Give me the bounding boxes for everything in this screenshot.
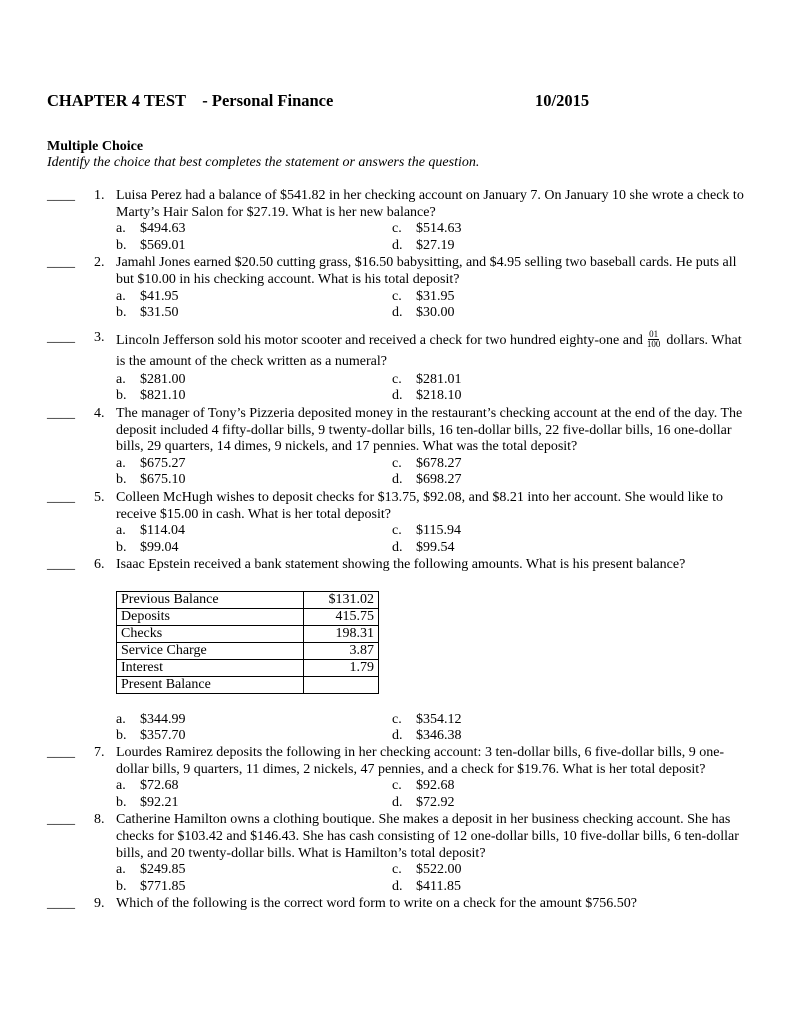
question-text: Catherine Hamilton owns a clothing boutique. She makes a deposit in her business checking account. She has checks for $103.42 and $146.43. She has cash consisting of 12 one-dollar bills, 10 five-dollar bills, 6 ten-dollar bills, and 20 twenty-dollar bills. What is Hamilton’s total deposit? [116,812,739,861]
table-row [117,659,379,676]
answer-option-a[interactable] [116,221,392,238]
answer-option-d[interactable] [392,238,692,255]
question-text: Which of the following is the correct word form to write on a check for the amount $756.50? [116,896,637,912]
option-letter: c. [392,221,402,237]
option-letter: a. [116,221,126,237]
option-letter: d. [392,794,403,810]
option-value: $27.19 [416,237,455,253]
page-header [47,93,751,115]
option-letter: b. [116,878,127,894]
question-number: 1. [94,188,105,203]
answer-option-c[interactable] [392,862,692,879]
question-5 [47,490,747,556]
answer-options [116,289,747,322]
question-text: Lourdes Ramirez deposits the following in her checking account: 3 ten-dollar bills, 6 five-dollar bills, 9 one-dollar bills, 9 quarters, 11 dimes, 2 nickels, 47 pennies, and a check for $19.76. What is her total deposit? [116,745,725,777]
option-letter: a. [116,455,126,471]
option-letter: d. [392,472,403,488]
option-letter: d. [392,388,403,404]
answer-option-c[interactable] [392,221,692,238]
fraction-denominator: 100 [646,339,661,350]
question-number: 5. [94,489,105,505]
answer-option-a[interactable] [116,778,392,795]
option-letter: a. [116,523,126,539]
question-2 [47,255,747,321]
table-label: Checks [117,625,304,642]
answer-options [116,778,747,811]
answer-option-c[interactable] [392,289,692,306]
question-text: Isaac Epstein received a bank statement showing the following amounts. What is his present balance? [116,557,686,573]
balance-table [116,591,379,694]
answer-option-b[interactable] [116,305,392,322]
option-value: $114.04 [140,523,185,539]
answer-option-b[interactable] [116,879,392,896]
option-letter: b. [116,472,127,488]
answer-option-d[interactable] [392,795,692,812]
table-row [117,591,379,608]
option-value: $30.00 [416,305,455,321]
option-letter: b. [116,237,127,253]
question-number: 8. [94,812,105,828]
option-value: $72.92 [416,794,455,810]
table-row [117,642,379,659]
table-label: Service Charge [117,642,304,659]
table-row [117,608,379,625]
answer-option-a[interactable] [116,289,392,306]
option-value: $354.12 [416,711,462,727]
option-value: $357.70 [140,728,186,744]
option-letter: d. [392,728,403,744]
answer-options [116,372,747,405]
section-title: Multiple Choice [47,139,144,154]
option-value: $92.21 [140,794,179,810]
option-letter: c. [392,711,402,727]
table-label: Previous Balance [117,591,304,608]
option-value: $249.85 [140,862,186,878]
answer-option-a[interactable] [116,712,392,729]
option-letter: b. [116,388,127,404]
question-7 [47,745,747,811]
option-value: $675.10 [140,472,186,488]
table-row [117,676,379,693]
answer-blank[interactable]: ____ [47,405,75,421]
option-value: $92.68 [416,778,455,794]
option-letter: d. [392,237,403,253]
option-value: $344.99 [140,711,186,727]
table-value: 1.79 [304,659,379,676]
option-value: $41.95 [140,288,179,304]
option-value: $514.63 [416,221,462,237]
answer-blank[interactable]: ____ [47,489,75,505]
answer-blank[interactable]: ____ [47,188,75,203]
answer-option-c[interactable] [392,456,692,473]
answer-blank[interactable]: ____ [47,812,75,828]
option-value: $675.27 [140,455,186,471]
option-letter: a. [116,711,126,727]
option-letter: c. [392,455,402,471]
answer-option-d[interactable] [392,540,692,557]
option-value: $99.04 [140,539,179,555]
answer-blank[interactable]: ____ [47,329,75,345]
question-text: Jamahl Jones earned $20.50 cutting grass, $16.50 babysitting, and $4.95 selling two baseball cards. He puts all but $10.00 in his checking account. What is his total deposit? [116,255,737,287]
test-title: CHAPTER 4 TEST - Personal Finance [47,91,334,110]
option-value: $72.68 [140,778,179,794]
table-label: Present Balance [117,676,304,693]
question-6 [47,557,747,745]
answer-options [116,712,747,745]
option-letter: a. [116,862,126,878]
test-date: 10/2015 [535,91,590,110]
answer-option-d[interactable] [392,388,692,405]
answer-option-d[interactable] [392,305,692,322]
answer-option-a[interactable] [116,523,392,540]
option-value: $31.95 [416,288,455,304]
question-3 [47,330,747,405]
option-value: $281.01 [416,371,462,387]
answer-option-a[interactable] [116,456,392,473]
question-number: 2. [94,255,105,271]
option-letter: b. [116,305,127,321]
table-value: 198.31 [304,625,379,642]
question-text: Colleen McHugh wishes to deposit checks for $13.75, $92.08, and $8.21 into her account. She would like to receive $15.00 in cash. What is her total deposit? [116,489,723,522]
answer-options [116,523,747,556]
question-4 [47,406,747,489]
answer-option-b[interactable] [116,472,392,489]
option-letter: c. [392,862,402,878]
question-number: 3. [94,329,105,345]
option-letter: a. [116,288,126,304]
answer-option-c[interactable] [392,523,692,540]
answer-option-d[interactable] [392,472,692,489]
table-label: Deposits [117,608,304,625]
question-number: 7. [94,745,105,761]
answer-option-b[interactable] [116,540,392,557]
option-letter: c. [392,288,402,304]
answer-blank[interactable]: ____ [47,896,75,912]
answer-option-c[interactable] [392,778,692,795]
section-instructions: Identify the choice that best completes the statement or answers the question. [47,155,480,170]
answer-options [116,862,747,895]
option-value: $698.27 [416,472,462,488]
answer-option-c[interactable] [392,372,692,389]
option-value: $346.38 [416,728,462,744]
answer-options [116,221,747,254]
table-value: 415.75 [304,608,379,625]
option-value: $411.85 [416,878,461,894]
question-list [47,188,747,913]
option-value: $218.10 [416,388,462,404]
option-letter: a. [116,778,126,794]
option-value: $99.54 [416,539,455,555]
fraction-numerator: 01 [649,329,659,340]
answer-option-a[interactable] [116,372,392,389]
option-value: $771.85 [140,878,186,894]
answer-option-b[interactable] [116,238,392,255]
answer-option-b[interactable] [116,728,392,745]
option-value: $115.94 [416,523,461,539]
option-letter: b. [116,539,127,555]
table-value: $131.02 [304,591,379,608]
answer-blank[interactable]: ____ [47,557,75,573]
table-row [117,625,379,642]
question-8 [47,812,747,895]
option-value: $678.27 [416,455,462,471]
option-letter: d. [392,539,403,555]
answer-option-b[interactable] [116,388,392,405]
option-letter: d. [392,305,403,321]
option-value: $281.00 [140,371,186,387]
option-value: $569.01 [140,237,186,253]
option-letter: c. [392,778,402,794]
question-1 [47,188,747,254]
answer-blank[interactable]: ____ [47,745,75,761]
option-letter: b. [116,728,127,744]
answer-option-c[interactable] [392,712,692,729]
option-letter: d. [392,878,403,894]
question-text: The manager of Tony’s Pizzeria deposited money in the restaurant’s checking account at the end of the day. The deposit included 4 fifty-dollar bills, 9 twenty-dollar bills, 16 ten-dollar bills, 22 five-dollar bills, 16 one-dollar bills, 29 quarters, 14 dimes, 9 nickels, and 17 pennies. What was the total deposit? [116,405,743,455]
table-label: Interest [117,659,304,676]
answer-option-d[interactable] [392,879,692,896]
answer-option-d[interactable] [392,728,692,745]
option-value: $494.63 [140,221,186,237]
question-number: 4. [94,405,105,421]
fraction [647,330,661,349]
question-number: 6. [94,557,105,573]
option-value: $31.50 [140,305,179,321]
option-letter: a. [116,371,126,387]
option-letter: c. [392,371,402,387]
answer-options [116,456,747,489]
question-9 [47,896,747,913]
answer-blank[interactable]: ____ [47,255,75,271]
question-text: Lincoln Jefferson sold his motor scooter and received a check for two hundred eighty-one and $\frac{01}{100}$ dollars. What is the amount of the check written as a numeral? [116,329,742,369]
answer-option-a[interactable] [116,862,392,879]
option-letter: c. [392,523,402,539]
option-letter: b. [116,794,127,810]
answer-option-b[interactable] [116,795,392,812]
option-value: $821.10 [140,388,186,404]
table-value [304,676,379,693]
option-value: $522.00 [416,862,462,878]
table-value: 3.87 [304,642,379,659]
question-number: 9. [94,896,105,912]
question-text: Luisa Perez had a balance of $541.82 in her checking account on January 7. On January 10 she wrote a check to Marty’s Hair Salon for $27.19. What is her new balance? [116,188,744,220]
